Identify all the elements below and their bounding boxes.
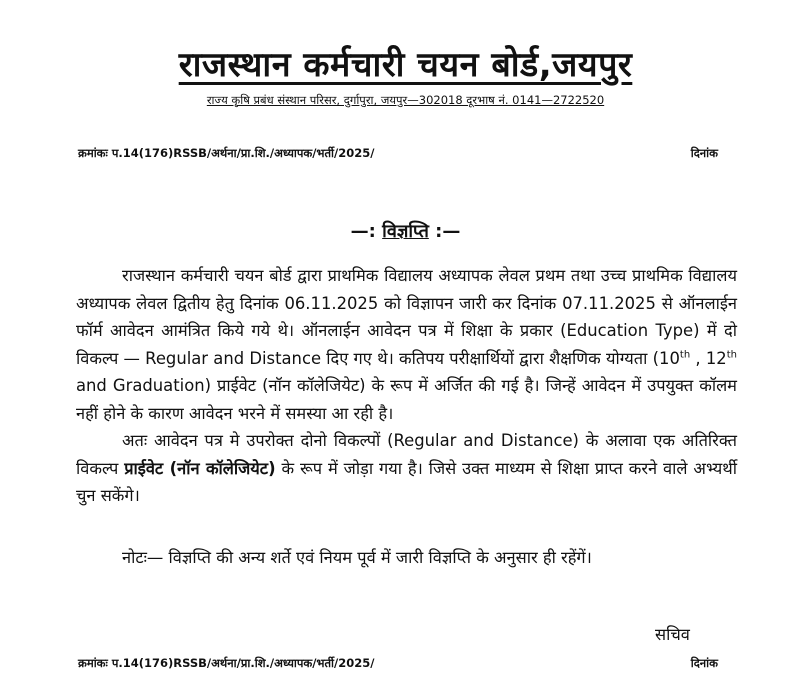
p2-bold-text: प्राईवेट (नॉन कॉलेजियेट) <box>124 458 276 478</box>
p2-text-a: अतः आवेदन पत्र मे उपरोक्त दोनो विकल्पों (Regular and Distance) के अलावा एक अतिरिक्त विकल्प <box>76 431 737 478</box>
p1-text-b: , 12 <box>690 348 727 368</box>
reference-number-2: क्रमांकः प.14(176)RSSB/अर्थना/प्रा.शि./अध्यापक/भर्ती/2025/ <box>78 656 375 670</box>
p1-text-c: and Graduation) प्राईवेट (नॉन कॉलेजियेट) के रूप में अर्जित की गई है। जिन्हें आवेदन में उपयुक्त कॉलम नहीं होने के कारण आवेदन भरने में समस्या आ रही है। <box>76 376 737 423</box>
reference-row-bottom <box>78 656 718 671</box>
heading-text: विज्ञप्ति <box>382 221 429 242</box>
paragraph-1 <box>76 262 737 427</box>
date-label-2: दिनांक <box>690 656 718 670</box>
notice-heading <box>0 219 811 243</box>
notice-note: नोटः— विज्ञप्ति की अन्य शर्ते एवं नियम पूर्व में जारी विज्ञप्ति के अनुसार ही रहेंगें। <box>122 548 592 567</box>
reference-row-top <box>78 146 718 161</box>
p1-text-a: राजस्थान कर्मचारी चयन बोर्ड द्वारा प्राथमिक विद्यालय अध्यापक लेवल प्रथम तथा उच्च प्राथमिक विद्यालय अध्यापक लेवल द्वितीय हेतु दिनांक 06.11.2025 को विज्ञापन जारी कर दिनांक 07.11.2025 से ऑनलाईन फॉर्म आवेदन आमंत्रित किये गये थे। ऑनलाईन आवेदन पत्र में शिक्षा के प्रकार (Education Type) में दो विकल्प — Regular and Distance दिए गए थे। कतिपय परीक्षार्थियों द्वारा शैक्षणिक योग्यता (10 <box>76 266 737 368</box>
heading-suffix: :— <box>435 221 461 242</box>
p1-sup-1: th <box>679 349 691 361</box>
reference-number: क्रमांकः प.14(176)RSSB/अर्थना/प्रा.शि./अध्यापक/भर्ती/2025/ <box>78 146 375 160</box>
date-label: दिनांक <box>690 146 718 160</box>
p1-sup-2: th <box>726 349 738 361</box>
signatory: सचिव <box>655 625 690 644</box>
notice-body <box>76 262 737 510</box>
office-address: राज्य कृषि प्रबंध संस्थान परिसर, दुर्गापुरा, जयपुर—302018 दूरभाष नं. 0141—2722520 <box>206 93 605 107</box>
paragraph-2 <box>76 427 737 510</box>
heading-prefix: —: <box>350 221 376 242</box>
document-title: राजस्थान कर्मचारी चयन बोर्ड,जयपुर <box>178 45 633 85</box>
p2-text-b: के रूप में जोड़ा गया है। जिसे उक्त माध्यम से शिक्षा प्राप्त करने वाले अभ्यर्थी चुन सकेंगे। <box>76 458 737 505</box>
